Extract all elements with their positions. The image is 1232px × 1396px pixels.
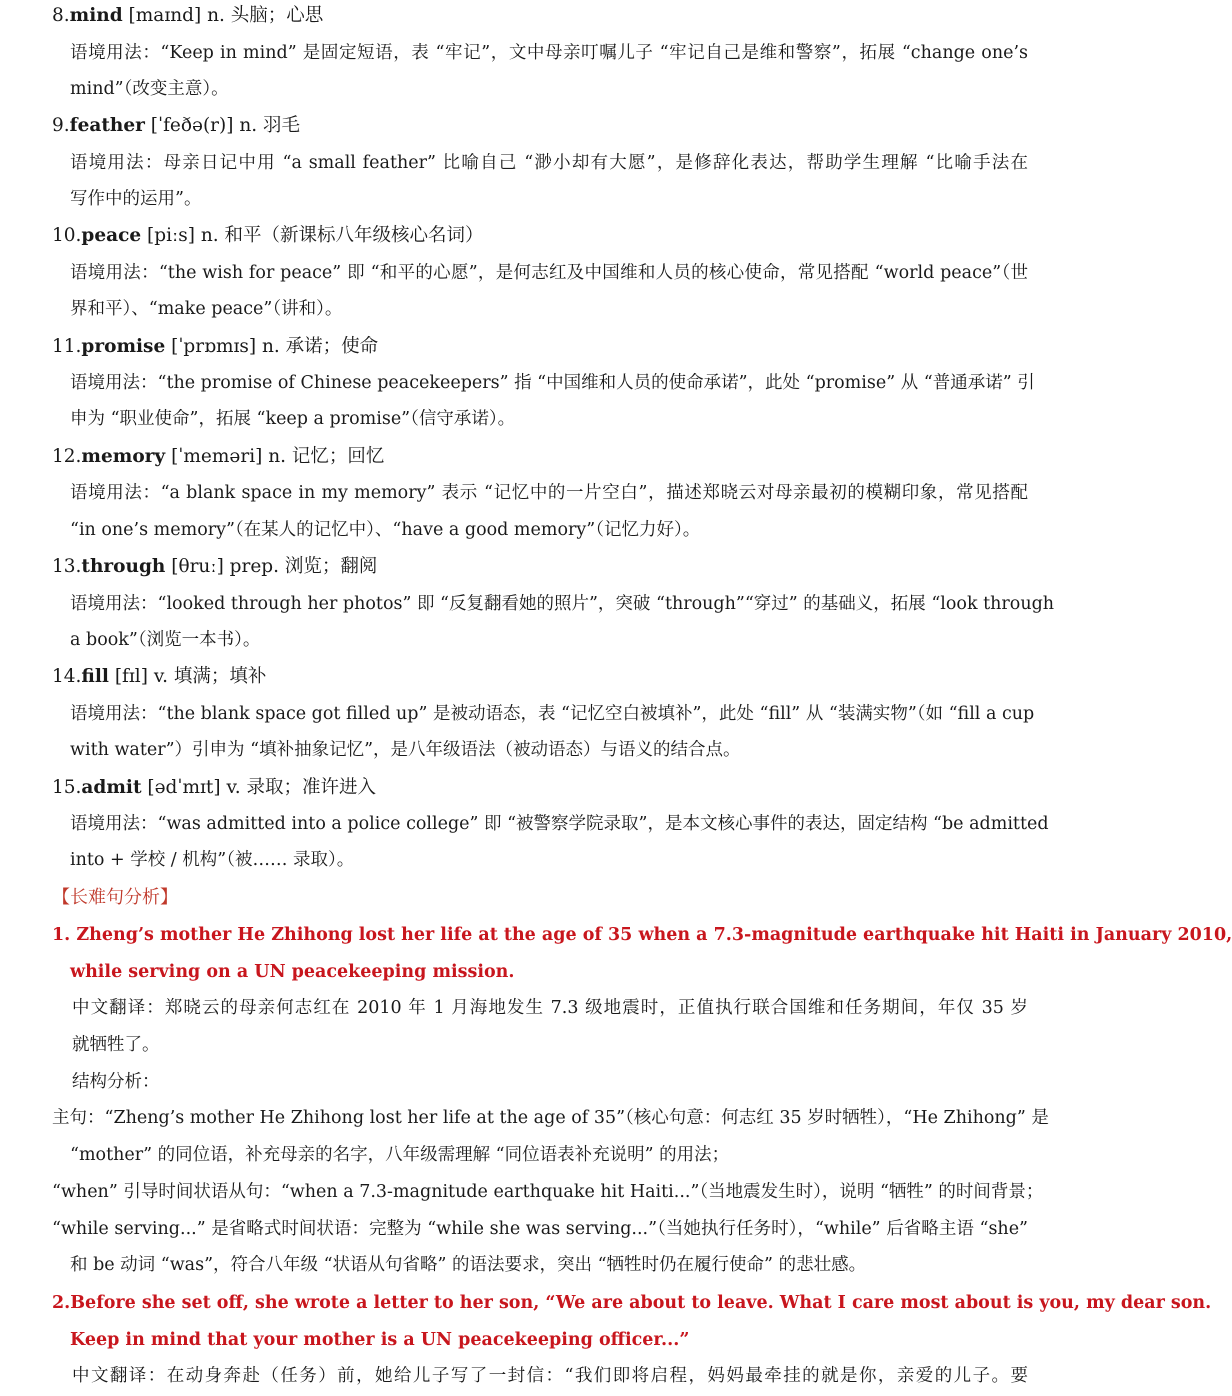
sentence-translation: 中文翻译：在动身奔赴（任务）前，她给儿子写了一封信：“我们即将启程，妈妈最牵挂的就是你，亲爱的儿子。要 xyxy=(72,1366,1028,1386)
vocab-usage-line: into + 学校 / 机构”（被…… 录取）。 xyxy=(70,850,355,870)
vocab-usage-line: “in one’s memory”（在某人的记忆中）、“have a good memory”（记忆力好）。 xyxy=(70,520,701,540)
vocab-entry-heading: 14.fill [fɪl] v. 填满；填补 xyxy=(52,666,267,687)
vocab-usage-line: 语境用法：“a blank space in my memory” 表示 “记忆中的一片空白”，描述郑晓云对母亲最初的模糊印象，常见搭配 xyxy=(70,483,1028,503)
vocab-usage-line: 语境用法：母亲日记中用 “a small feather” 比喻自己 “渺小却有大愿”，是修辞化表达，帮助学生理解 “比喻手法在 xyxy=(70,153,1028,173)
vocab-usage-line: 写作中的运用”。 xyxy=(70,189,202,209)
vocab-entry-heading: 10.peace [piːs] n. 和平（新课标八年级核心名词） xyxy=(52,225,484,246)
vocab-word: feather xyxy=(69,115,145,136)
vocab-word: peace xyxy=(81,225,142,246)
sentence-translation: 就牺牲了。 xyxy=(72,1035,160,1055)
vocab-word: fill xyxy=(81,666,109,687)
vocab-word: mind xyxy=(69,5,123,26)
analysis-line: “when” 引导时间状语从句：“when a 7.3-magnitude earthquake hit Haiti...”（当地震发生时），说明 “牺牲” 的时间背景； xyxy=(52,1182,1044,1202)
sentence-english: 1. Zheng’s mother He Zhihong lost her life at the age of 35 when a 7.3-magnitude earthquake hit Haiti in January 2010, xyxy=(52,925,1232,945)
analysis-line: 和 be 动词 “was”，符合八年级 “状语从句省略” 的语法要求，突出 “牺牲时仍在履行使命” 的悲壮感。 xyxy=(70,1255,867,1275)
vocab-usage-line: 申为 “职业使命”，拓展 “keep a promise”（信守承诺）。 xyxy=(70,409,516,429)
vocab-usage-line: 语境用法：“looked through her photos” 即 “反复翻看她的照片”，突破 “through”“穿过” 的基础义，拓展 “look through xyxy=(70,594,1055,614)
vocab-usage-line: 语境用法：“Keep in mind” 是固定短语，表 “牢记”，文中母亲叮嘱儿子 “牢记自己是维和警察”，拓展 “change one’s xyxy=(70,43,1028,63)
vocab-usage-line: with water”）引申为 “填补抽象记忆”，是八年级语法（被动语态）与语义的结合点。 xyxy=(70,740,741,760)
vocab-usage-line: 语境用法：“the promise of Chinese peacekeepers” 指 “中国维和人员的使命承诺”，此处 “promise” 从 “普通承诺” 引 xyxy=(70,373,1035,393)
sentence-english: Keep in mind that your mother is a UN peacekeeping officer...” xyxy=(70,1330,690,1350)
structure-label: 结构分析： xyxy=(72,1072,160,1092)
vocab-entry-heading: 11.promise [ˈprɒmɪs] n. 承诺；使命 xyxy=(52,336,379,357)
vocab-entry-heading: 12.memory [ˈmeməri] n. 记忆；回忆 xyxy=(52,446,385,467)
analysis-line: 主句：“Zheng’s mother He Zhihong lost her life at the age of 35”（核心句意：何志红 35 岁时牺牲），“He Zhihong” 是 xyxy=(52,1108,1049,1128)
vocab-usage-line: a book”（浏览一本书）。 xyxy=(70,630,261,650)
vocab-entry-heading: 9.feather [ˈfeðə(r)] n. 羽毛 xyxy=(52,115,301,136)
analysis-line: “while serving...” 是省略式时间状语：完整为 “while she was serving...”（当她执行任务时），“while” 后省略主语 “she” xyxy=(52,1219,1028,1239)
vocab-usage-line: 语境用法：“was admitted into a police college” 即 “被警察学院录取”，是本文核心事件的表达，固定结构 “be admitted xyxy=(70,814,1049,834)
vocab-usage-line: 语境用法：“the blank space got filled up” 是被动语态，表 “记忆空白被填补”，此处 “fill” 从 “装满实物”（如 “fill a cup xyxy=(70,704,1035,724)
vocab-word: through xyxy=(81,556,166,577)
vocab-word: memory xyxy=(81,446,166,467)
vocab-usage-line: 语境用法：“the wish for peace” 即 “和平的心愿”，是何志红及中国维和人员的核心使命，常见搭配 “world peace”（世 xyxy=(70,263,1028,283)
sentence-translation: 中文翻译：郑晓云的母亲何志红在 2010 年 1 月海地发生 7.3 级地震时，正值执行联合国维和任务期间，年仅 35 岁 xyxy=(72,998,1028,1018)
sentence-english: 2.Before she set off, she wrote a letter to her son, “We are about to leave. What I care most about is you, my dear son. xyxy=(52,1293,1212,1313)
section-title: 【长难句分析】 xyxy=(52,887,178,908)
vocab-word: promise xyxy=(81,336,166,357)
analysis-line: “mother” 的同位语，补充母亲的名字，八年级需理解 “同位语表补充说明” 的用法； xyxy=(70,1145,730,1165)
vocab-entry-heading: 13.through [θruː] prep. 浏览；翻阅 xyxy=(52,556,378,577)
vocab-usage-line: mind”（改变主意）。 xyxy=(70,79,229,99)
vocab-entry-heading: 15.admit [ədˈmɪt] v. 录取；准许进入 xyxy=(52,777,376,798)
sentence-english: while serving on a UN peacekeeping mission. xyxy=(70,962,515,982)
vocab-usage-line: 界和平）、“make peace”（讲和）。 xyxy=(70,299,343,319)
vocab-entry-heading: 8.mind [maɪnd] n. 头脑；心思 xyxy=(52,5,324,26)
vocab-word: admit xyxy=(81,777,142,798)
